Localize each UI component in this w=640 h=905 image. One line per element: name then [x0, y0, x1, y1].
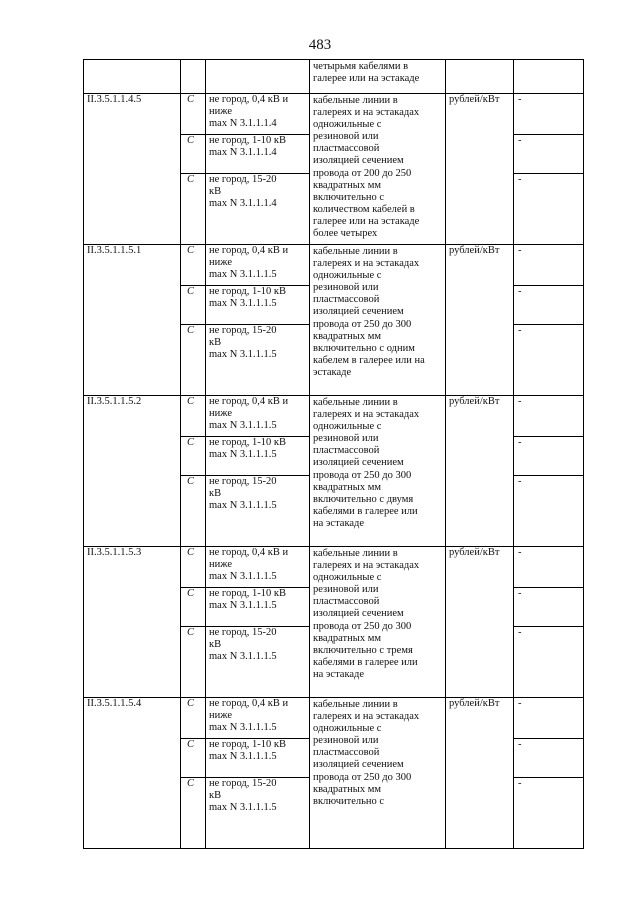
value-text: - — [518, 135, 522, 146]
value-cell — [514, 588, 584, 627]
unit-cell — [446, 94, 514, 245]
condition-line: кВ — [209, 488, 222, 500]
description-line: включительно с одним — [313, 342, 415, 354]
category-letter: С — [187, 476, 195, 487]
tariff-table — [83, 59, 584, 849]
condition-cell — [206, 437, 310, 476]
category-letter: С — [187, 174, 195, 185]
item-code: II.3.5.1.1.5.4 — [87, 698, 142, 709]
description-line: резиновой или — [313, 433, 379, 445]
description-line: на эстакаде — [313, 668, 365, 680]
category-cell — [181, 739, 206, 778]
condition-cell — [206, 588, 310, 627]
value-text: - — [518, 245, 522, 256]
description-line: провода от 250 до 300 — [313, 469, 412, 481]
value-text: - — [518, 588, 522, 599]
category-cell — [181, 547, 206, 588]
description-cell — [310, 547, 446, 698]
condition-cell — [206, 698, 310, 739]
table-row — [84, 60, 584, 94]
condition-line: max N 3.1.1.1.5 — [209, 722, 277, 734]
description-line: кабельные линии в — [313, 95, 398, 106]
category-cell — [181, 698, 206, 739]
condition-line: max N 3.1.1.1.5 — [209, 651, 277, 663]
description-line: изоляцией сечением — [313, 759, 404, 771]
description-line: кабельные линии в — [313, 397, 398, 408]
condition-line: не город, 0,4 кВ и — [209, 698, 289, 709]
description-line: галерее или на эстакаде — [313, 215, 420, 227]
description-cell — [310, 698, 446, 849]
condition-cell — [206, 245, 310, 286]
page-number: 483 — [308, 37, 332, 53]
condition-line: ниже — [209, 257, 233, 269]
unit-cell — [446, 60, 514, 94]
condition-line: max N 3.1.1.1.5 — [209, 349, 277, 361]
description-line: включительно с двумя — [313, 493, 414, 505]
description-line: пластмассовой — [313, 596, 380, 608]
description-line: провода от 250 до 300 — [313, 771, 412, 783]
value-cell — [514, 739, 584, 778]
category-cell — [181, 135, 206, 174]
category-letter: С — [187, 135, 195, 146]
condition-line: не город, 0,4 кВ и — [209, 396, 289, 407]
value-cell — [514, 476, 584, 547]
description-line: провода от 250 до 300 — [313, 318, 412, 330]
condition-cell — [206, 476, 310, 547]
unit-label: рублей/кВт — [449, 396, 500, 407]
value-text: - — [518, 547, 522, 558]
item-code: II.3.5.1.1.5.3 — [87, 547, 142, 558]
value-cell — [514, 547, 584, 588]
category-cell — [181, 245, 206, 286]
condition-line: не город, 1-10 кВ — [209, 286, 286, 297]
condition-line: max N 3.1.1.1.5 — [209, 571, 277, 583]
category-cell — [181, 627, 206, 698]
unit-label: рублей/кВт — [449, 245, 500, 256]
condition-cell — [206, 547, 310, 588]
category-letter: С — [187, 94, 195, 105]
description-line: включительно с — [313, 795, 385, 807]
category-letter: С — [187, 396, 195, 407]
value-cell — [514, 245, 584, 286]
condition-line: max N 3.1.1.1.4 — [209, 118, 277, 130]
description-line: резиновой или — [313, 735, 379, 747]
category-cell — [181, 325, 206, 396]
value-text: - — [518, 396, 522, 407]
description-line: пластмассовой — [313, 445, 380, 457]
description-cell — [310, 94, 446, 245]
description-line: пластмассовой — [313, 747, 380, 759]
condition-line: ниже — [209, 710, 233, 722]
value-text: - — [518, 739, 522, 750]
unit-label: рублей/кВт — [449, 698, 500, 709]
condition-line: не город, 15-20 — [209, 476, 277, 487]
category-cell — [181, 286, 206, 325]
description-line: включительно с тремя — [313, 644, 413, 656]
unit-cell — [446, 245, 514, 396]
condition-line: не город, 15-20 — [209, 174, 277, 185]
condition-line: max N 3.1.1.1.5 — [209, 600, 277, 612]
condition-line: ниже — [209, 559, 233, 571]
condition-line: max N 3.1.1.1.5 — [209, 500, 277, 512]
category-letter: С — [187, 627, 195, 638]
condition-cell — [206, 778, 310, 849]
category-letter: С — [187, 739, 195, 750]
condition-line: max N 3.1.1.1.5 — [209, 298, 277, 310]
category-letter: С — [187, 588, 195, 599]
category-letter: С — [187, 698, 195, 709]
description-line: кабельные линии в — [313, 246, 398, 257]
description-line: одножильные с — [313, 421, 382, 433]
description-line: квадратных мм — [313, 481, 381, 493]
description-line: одножильные с — [313, 723, 382, 735]
value-text: - — [518, 698, 522, 709]
condition-cell — [206, 286, 310, 325]
condition-line: max N 3.1.1.1.5 — [209, 420, 277, 432]
description-line: изоляцией сечением — [313, 608, 404, 620]
description-line: изоляцией сечением — [313, 306, 404, 318]
table-row — [84, 396, 584, 437]
condition-line: кВ — [209, 639, 222, 651]
value-cell — [514, 60, 584, 94]
category-cell — [181, 60, 206, 94]
condition-line: max N 3.1.1.1.4 — [209, 198, 277, 210]
condition-line: кВ — [209, 337, 222, 349]
category-letter: С — [187, 437, 195, 448]
value-text: - — [518, 778, 522, 789]
condition-cell — [206, 396, 310, 437]
condition-line: не город, 0,4 кВ и — [209, 94, 289, 105]
description-line: одножильные с — [313, 270, 382, 282]
value-text: - — [518, 174, 522, 185]
value-cell — [514, 174, 584, 245]
description-line: кабелями в галерее или — [313, 505, 418, 517]
description-line: изоляцией сечением — [313, 155, 404, 167]
code-cell — [84, 547, 181, 698]
description-line: изоляцией сечением — [313, 457, 404, 469]
condition-cell — [206, 135, 310, 174]
description-line: резиновой или — [313, 131, 379, 143]
condition-cell — [206, 174, 310, 245]
code-cell — [84, 698, 181, 849]
category-cell — [181, 778, 206, 849]
description-line: пластмассовой — [313, 294, 380, 306]
description-line: галереях и на эстакадах — [313, 258, 420, 270]
description-line: включительно с — [313, 191, 385, 203]
value-cell — [514, 778, 584, 849]
table-row — [84, 698, 584, 739]
value-cell — [514, 286, 584, 325]
condition-line: max N 3.1.1.1.5 — [209, 269, 277, 281]
value-text: - — [518, 437, 522, 448]
item-code: II.3.5.1.1.5.1 — [87, 245, 142, 256]
description-line: четырьмя кабелями в — [313, 61, 409, 72]
value-text: - — [518, 94, 522, 105]
condition-line: не город, 15-20 — [209, 778, 277, 789]
description-line: количеством кабелей в — [313, 203, 415, 215]
category-cell — [181, 437, 206, 476]
condition-line: не город, 0,4 кВ и — [209, 547, 289, 558]
code-cell — [84, 94, 181, 245]
code-cell — [84, 60, 181, 94]
description-line: одножильные с — [313, 119, 382, 131]
condition-line: ниже — [209, 106, 233, 118]
description-line: галереях и на эстакадах — [313, 711, 420, 723]
condition-line: не город, 1-10 кВ — [209, 135, 286, 146]
condition-line: не город, 15-20 — [209, 627, 277, 638]
item-code: II.3.5.1.1.4.5 — [87, 94, 142, 105]
category-cell — [181, 476, 206, 547]
category-letter: С — [187, 325, 195, 336]
description-line: кабельные линии в — [313, 548, 398, 559]
value-cell — [514, 325, 584, 396]
category-cell — [181, 94, 206, 135]
description-line: квадратных мм — [313, 632, 381, 644]
value-text: - — [518, 476, 522, 487]
value-cell — [514, 698, 584, 739]
unit-label: рублей/кВт — [449, 547, 500, 558]
value-cell — [514, 94, 584, 135]
value-cell — [514, 396, 584, 437]
condition-line: не город, 1-10 кВ — [209, 588, 286, 599]
value-text: - — [518, 325, 522, 336]
description-line: на эстакаде — [313, 517, 365, 529]
unit-cell — [446, 547, 514, 698]
description-line: эстакаде — [313, 366, 352, 378]
value-cell — [514, 135, 584, 174]
description-line: галереях и на эстакадах — [313, 560, 420, 572]
category-cell — [181, 396, 206, 437]
condition-cell — [206, 94, 310, 135]
condition-line: не город, 0,4 кВ и — [209, 245, 289, 256]
table-row — [84, 547, 584, 588]
description-line: пластмассовой — [313, 143, 380, 155]
description-line: галереях и на эстакадах — [313, 409, 420, 421]
description-line: кабелем в галерее или на — [313, 354, 425, 366]
description-line: квадратных мм — [313, 179, 381, 191]
table-row — [84, 245, 584, 286]
table-row — [84, 94, 584, 135]
description-line: квадратных мм — [313, 783, 381, 795]
description-line: галерее или на эстакаде — [313, 73, 420, 85]
value-text: - — [518, 286, 522, 297]
condition-line: max N 3.1.1.1.4 — [209, 147, 277, 159]
description-cell — [310, 60, 446, 94]
code-cell — [84, 245, 181, 396]
description-line: более четырех — [313, 228, 378, 240]
description-line: кабелями в галерее или — [313, 656, 418, 668]
condition-line: max N 3.1.1.1.5 — [209, 802, 277, 814]
item-code: II.3.5.1.1.5.2 — [87, 396, 142, 407]
condition-cell — [206, 627, 310, 698]
category-letter: С — [187, 547, 195, 558]
condition-line: max N 3.1.1.1.5 — [209, 449, 277, 461]
category-cell — [181, 588, 206, 627]
condition-line: не город, 1-10 кВ — [209, 437, 286, 448]
value-text: - — [518, 627, 522, 638]
unit-cell — [446, 396, 514, 547]
description-line: квадратных мм — [313, 330, 381, 342]
unit-label: рублей/кВт — [449, 94, 500, 105]
condition-cell — [206, 60, 310, 94]
condition-line: не город, 1-10 кВ — [209, 739, 286, 750]
category-cell — [181, 174, 206, 245]
value-cell — [514, 437, 584, 476]
description-cell — [310, 245, 446, 396]
description-line: галереях и на эстакадах — [313, 107, 420, 119]
description-line: провода от 250 до 300 — [313, 620, 412, 632]
value-cell — [514, 627, 584, 698]
description-line: резиновой или — [313, 282, 379, 294]
condition-line: кВ — [209, 790, 222, 802]
category-letter: С — [187, 778, 195, 789]
description-line: кабельные линии в — [313, 699, 398, 710]
description-line: провода от 200 до 250 — [313, 167, 412, 179]
category-letter: С — [187, 245, 195, 256]
condition-cell — [206, 325, 310, 396]
table-body — [84, 60, 584, 849]
condition-line: кВ — [209, 186, 222, 198]
code-cell — [84, 396, 181, 547]
description-line: одножильные с — [313, 572, 382, 584]
condition-line: ниже — [209, 408, 233, 420]
condition-line: не город, 15-20 — [209, 325, 277, 336]
description-line: резиновой или — [313, 584, 379, 596]
description-cell — [310, 396, 446, 547]
condition-cell — [206, 739, 310, 778]
unit-cell — [446, 698, 514, 849]
category-letter: С — [187, 286, 195, 297]
condition-line: max N 3.1.1.1.5 — [209, 751, 277, 763]
